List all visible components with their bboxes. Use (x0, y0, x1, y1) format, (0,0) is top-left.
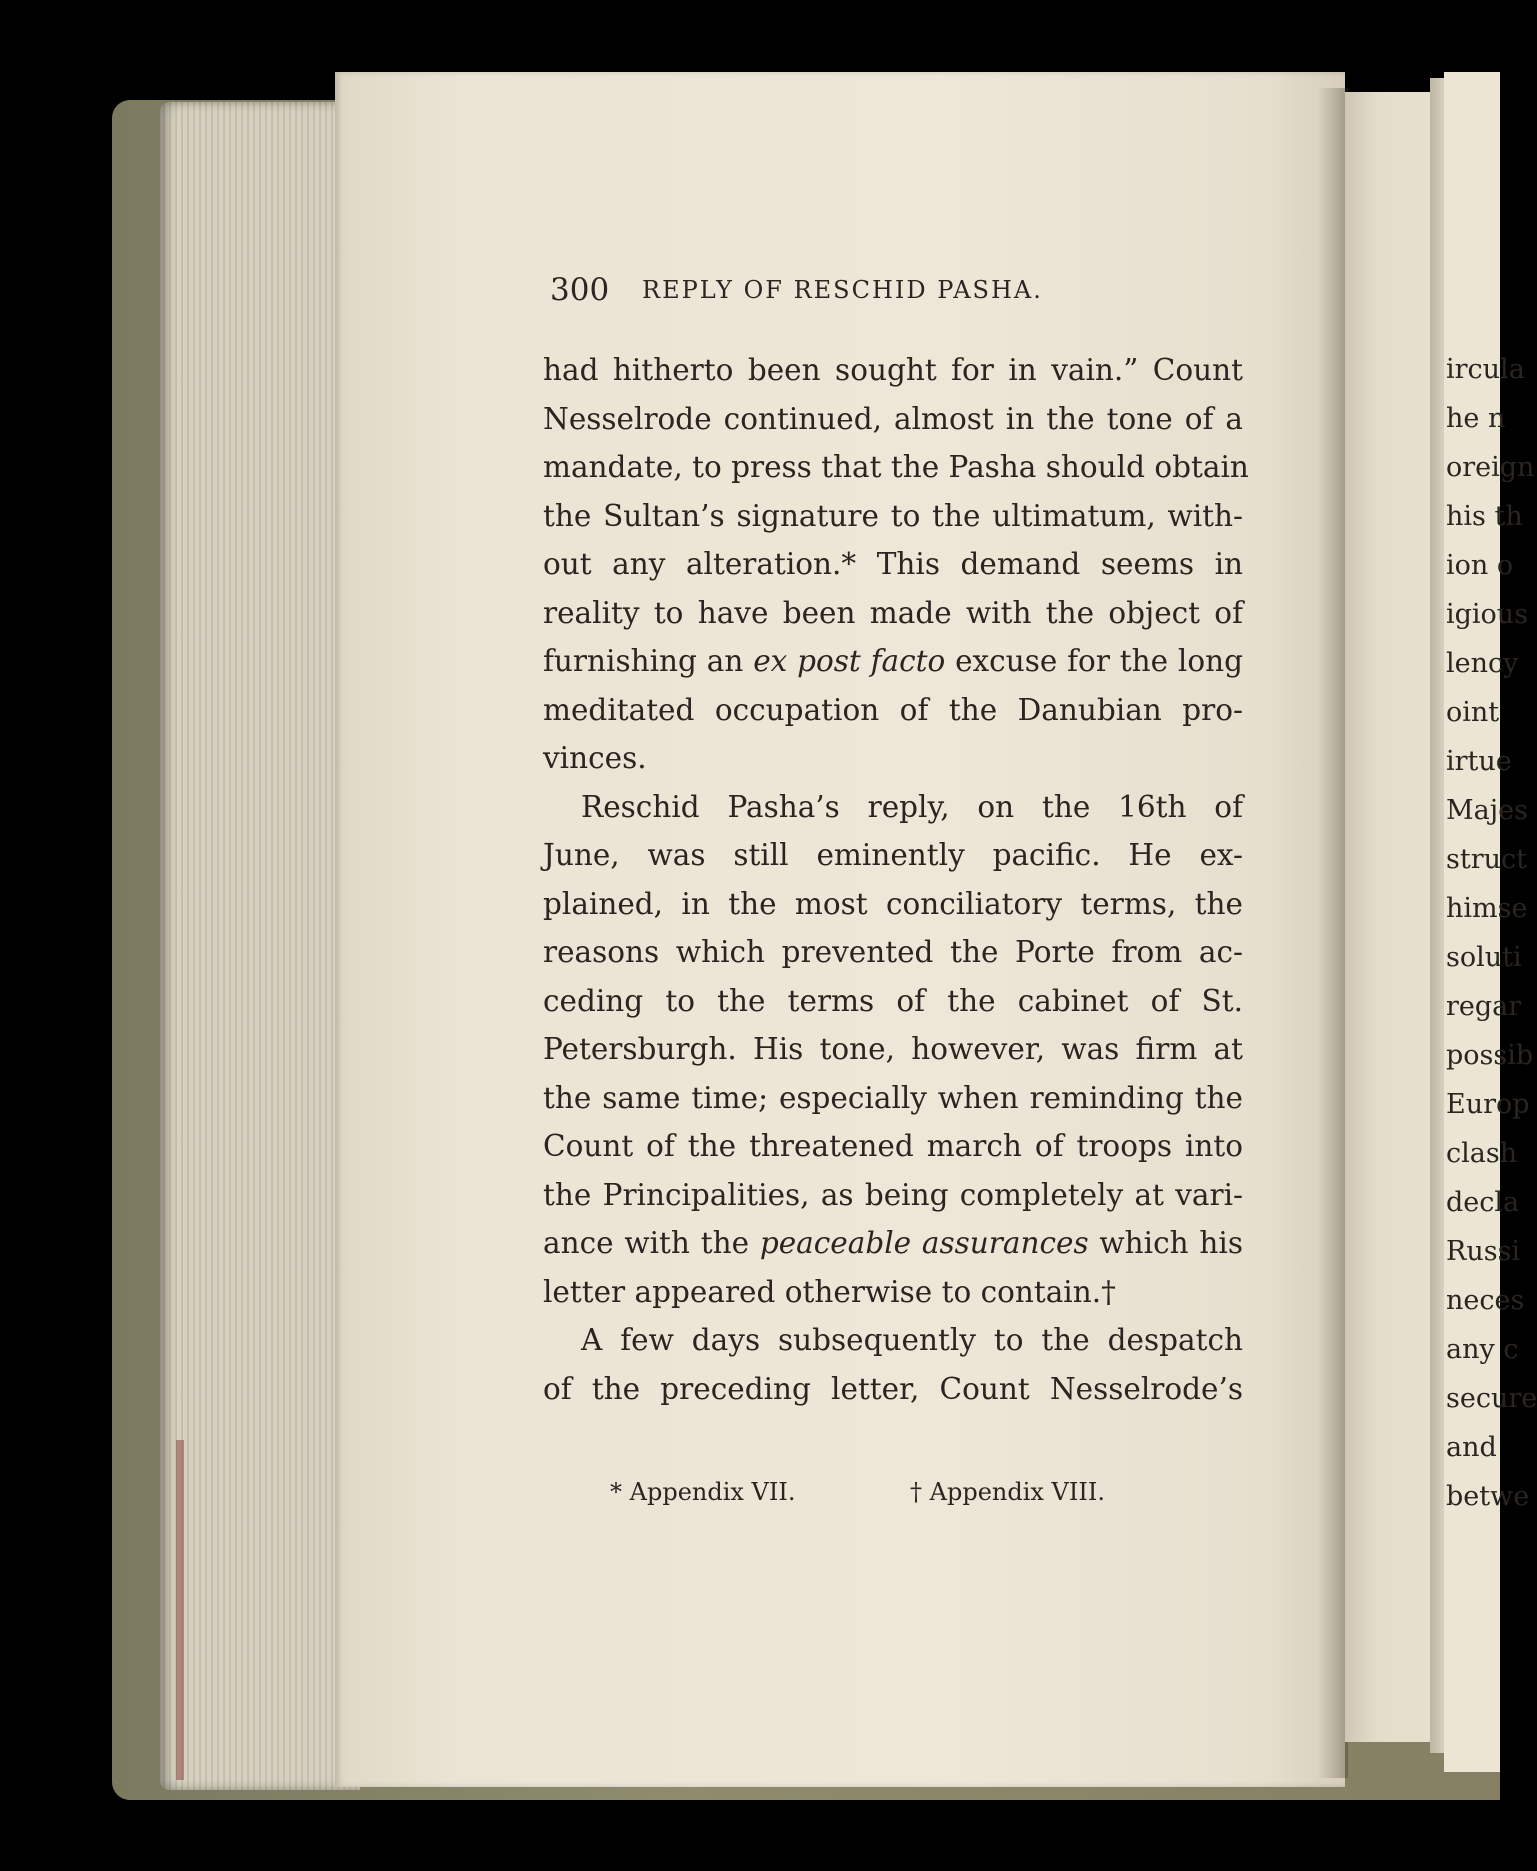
text-line: A few days subsequently to the despatch (581, 1323, 1243, 1357)
facing-fragment: Majes (1446, 795, 1528, 826)
facing-fragment: lency (1446, 648, 1519, 679)
facing-fragment: igious (1446, 599, 1529, 630)
text-line: the Sultan’s signature to the ultimatum, with- (543, 498, 1243, 533)
facing-fragment: any c (1446, 1334, 1519, 1365)
facing-fragment: irtue (1446, 746, 1512, 777)
italic-phrase: peaceable assurances (759, 1226, 1089, 1260)
facing-fragment: soluti (1446, 942, 1522, 973)
footnote-appendix-viii: † Appendix VIII. (910, 1478, 1105, 1506)
facing-fragment: and (1446, 1432, 1497, 1463)
text-line: the Principalities, as being completely at vari- (543, 1177, 1243, 1212)
text-line: plained, in the most conciliatory terms, the (543, 886, 1243, 921)
page-edge-tint (176, 1440, 184, 1780)
facing-fragment: betwe (1446, 1481, 1530, 1512)
facing-page (1444, 72, 1537, 1772)
facing-fragment: decla (1446, 1187, 1520, 1218)
text-line: had hitherto been sought for in vain.” Count (543, 353, 1243, 387)
facing-fragment: secure (1446, 1383, 1537, 1414)
text-line: reasons which prevented the Porte from ac- (543, 935, 1243, 969)
facing-fragment: regar (1446, 991, 1522, 1022)
text-line: Petersburgh. His tone, however, was firm at (543, 1032, 1243, 1066)
facing-fragment: himse (1446, 893, 1528, 924)
text-line: meditated occupation of the Danubian pro- (543, 692, 1243, 727)
facing-fragment: ircula (1446, 354, 1525, 385)
facing-fragment: clash (1446, 1138, 1518, 1169)
text-line: furnishing an ex post facto excuse for the long (543, 644, 1243, 678)
facing-fragment: struct (1446, 844, 1527, 875)
text-line: vinces. (543, 741, 647, 775)
text-line: ance with the peaceable assurances which his (543, 1226, 1243, 1260)
italic-phrase: ex post facto (753, 644, 946, 678)
page-number: 300 (550, 272, 610, 308)
running-head: REPLY OF RESCHID PASHA. (642, 276, 1043, 304)
footnotes (610, 1478, 1170, 1514)
gutter-shadow (1318, 88, 1348, 1778)
text-line: Reschid Pasha’s reply, on the 16th of (581, 789, 1243, 824)
text-line: letter appeared otherwise to contain.† (543, 1274, 1116, 1309)
text-line: out any alteration.* This demand seems in (543, 547, 1243, 581)
text-line: reality to have been made with the object of (543, 595, 1243, 630)
facing-fragment: Europ (1446, 1089, 1530, 1120)
text-line: Count of the threatened march of troops into (543, 1129, 1243, 1163)
facing-fragment: possib (1446, 1040, 1534, 1071)
text-line: June, was still eminently pacific. He ex- (543, 838, 1243, 872)
facing-fragment: ion o (1446, 550, 1514, 581)
text-line: Nesselrode continued, almost in the tone of a (543, 401, 1243, 436)
facing-fragment: oreign (1446, 452, 1535, 483)
facing-fragment: oint (1446, 697, 1500, 728)
facing-fragment: neces (1446, 1285, 1525, 1316)
text-line: ceding to the terms of the cabinet of St. (543, 983, 1243, 1018)
text-line: the same time; especially when reminding the (543, 1080, 1243, 1115)
text-line: mandate, to press that the Pasha should obtain (543, 450, 1249, 484)
page-header (550, 272, 1190, 312)
page-edges (160, 102, 360, 1790)
facing-fragment: he n (1446, 403, 1506, 434)
text-line: of the preceding letter, Count Nesselrode’s (543, 1371, 1243, 1406)
facing-fragment: his th (1446, 501, 1523, 532)
footnote-appendix-vii: * Appendix VII. (610, 1478, 796, 1506)
facing-fragment: Russi (1446, 1236, 1521, 1267)
